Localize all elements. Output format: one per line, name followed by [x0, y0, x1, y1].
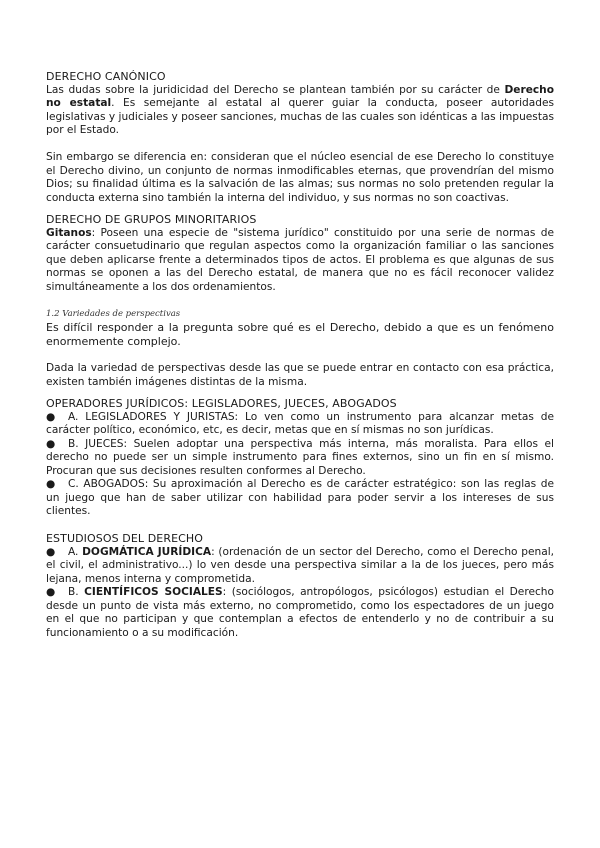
- heading-grupos-minoritarios: DERECHO DE GRUPOS MINORITARIOS: [46, 213, 257, 226]
- list-item: [46, 411, 554, 438]
- bullet-icon: ●: [46, 545, 56, 558]
- heading-estudiosos-derecho: ESTUDIOSOS DEL DERECHO: [46, 532, 204, 545]
- canonico-rest: . Es semejante al estatal al querer guiar la conducta, poseer autoridades legislativas y judiciales y poseer sanciones, muchas de las cuales son idénticas a las impuestas por el Estado.: [46, 97, 554, 136]
- subheading-variedades-perspectivas: 1.2 Variedades de perspectivas: [46, 308, 181, 319]
- list-item: [46, 478, 554, 519]
- list-item-text: B. JUECES: Suelen adoptar una perspectiva más interna, más moralista. Para ellos el derecho no puede ser un simple instrumento para fines externos, sino un fin en sí mismo. Procuran que sus decisiones resulten conformes al Derecho.: [46, 437, 554, 477]
- bullet-icon: ●: [46, 437, 56, 450]
- canonico-bold-term: Derecho no estatal: [46, 83, 554, 109]
- paragraph-canonico-1: [46, 84, 554, 138]
- list-item-bold: DOGMÁTICA JURÍDICA: [82, 545, 212, 558]
- list-item: [46, 586, 554, 640]
- bullet-icon: ●: [46, 410, 56, 423]
- heading-derecho-canonico: DERECHO CANÓNICO: [46, 70, 166, 83]
- list-item-text: A. LEGISLADORES Y JURISTAS: Lo ven como un instrumento para alcanzar metas de carácter político, económico, etc, es decir, metas que en sí mismas no son jurídicas.: [46, 410, 554, 436]
- list-item-prefix: A.: [68, 545, 83, 558]
- bullet-icon: ●: [46, 586, 56, 598]
- list-item-prefix: B.: [68, 586, 85, 598]
- paragraph-canonico-2: Sin embargo se diferencia en: consideran que el núcleo esencial de ese Derecho lo constituye el Derecho divino, un conjunto de normas inmodificables eternas, que provendrían del mismo Dios; su finalidad última es la salvación de las almas; sus normas no solo pretenden regular la conducta externa sino también la interna del individuo, y sus normas no son coactivas.: [46, 151, 554, 204]
- list-item-bold: CIENTÍFICOS SOCIALES: [84, 586, 223, 598]
- bullet-icon: ●: [46, 478, 56, 490]
- paragraph-perspectivas-2: Dada la variedad de perspectivas desde las que se puede entrar en contacto con esa práctica, existen también imágenes distintas de la misma.: [46, 362, 554, 388]
- list-item-text: : (ordenación de un sector del Derecho, como el Derecho penal, el civil, el administrativo...) lo ven desde una perspectiva similar a la de los jueces, pero más lejana, menos interna y comprometida.: [46, 545, 555, 585]
- list-item-text: C. ABOGADOS: Su aproximación al Derecho es de carácter estratégico: son las reglas de un juego que han de saber utilizar con habilidad para poder servir a los intereses de sus clientes.: [46, 478, 554, 517]
- heading-operadores-juridicos: OPERADORES JURÍDICOS: LEGISLADORES, JUECES, ABOGADOS: [46, 397, 397, 410]
- list-item: [46, 438, 554, 479]
- gitanos-text: : Poseen una especie de "sistema jurídico" constituido por una serie de normas de carácter consuetudinario que regulan aspectos como la organización familiar o las sanciones que deben aplicarse frente a determinados tipos de actos. El problema es que algunas de sus normas se oponen a las del Derecho estatal, de manera que no es fácil reconocer validez simultáneamente a los dos ordenamientos.: [46, 226, 554, 293]
- list-item: [46, 546, 554, 587]
- gitanos-label: Gitanos: [46, 226, 92, 239]
- canonico-intro: Las dudas sobre la juridicidad del Derecho se plantean también por su carácter de: [46, 83, 505, 96]
- paragraph-gitanos: [46, 227, 554, 295]
- estudiosos-list: [46, 546, 554, 641]
- list-item-text: : (sociólogos, antropólogos, psicólogos) estudian el Derecho desde un punto de vista más externo, no comprometido, como los espectadores de un juego en el que no participan y que contemplan a efectos de entenderlo y no de contribuir a su funcionamiento o a su modificación.: [46, 586, 554, 639]
- paragraph-perspectivas-1: Es difícil responder a la pregunta sobre qué es el Derecho, debido a que es un fenómeno enormemente complejo.: [46, 320, 554, 348]
- operadores-list: [46, 411, 554, 519]
